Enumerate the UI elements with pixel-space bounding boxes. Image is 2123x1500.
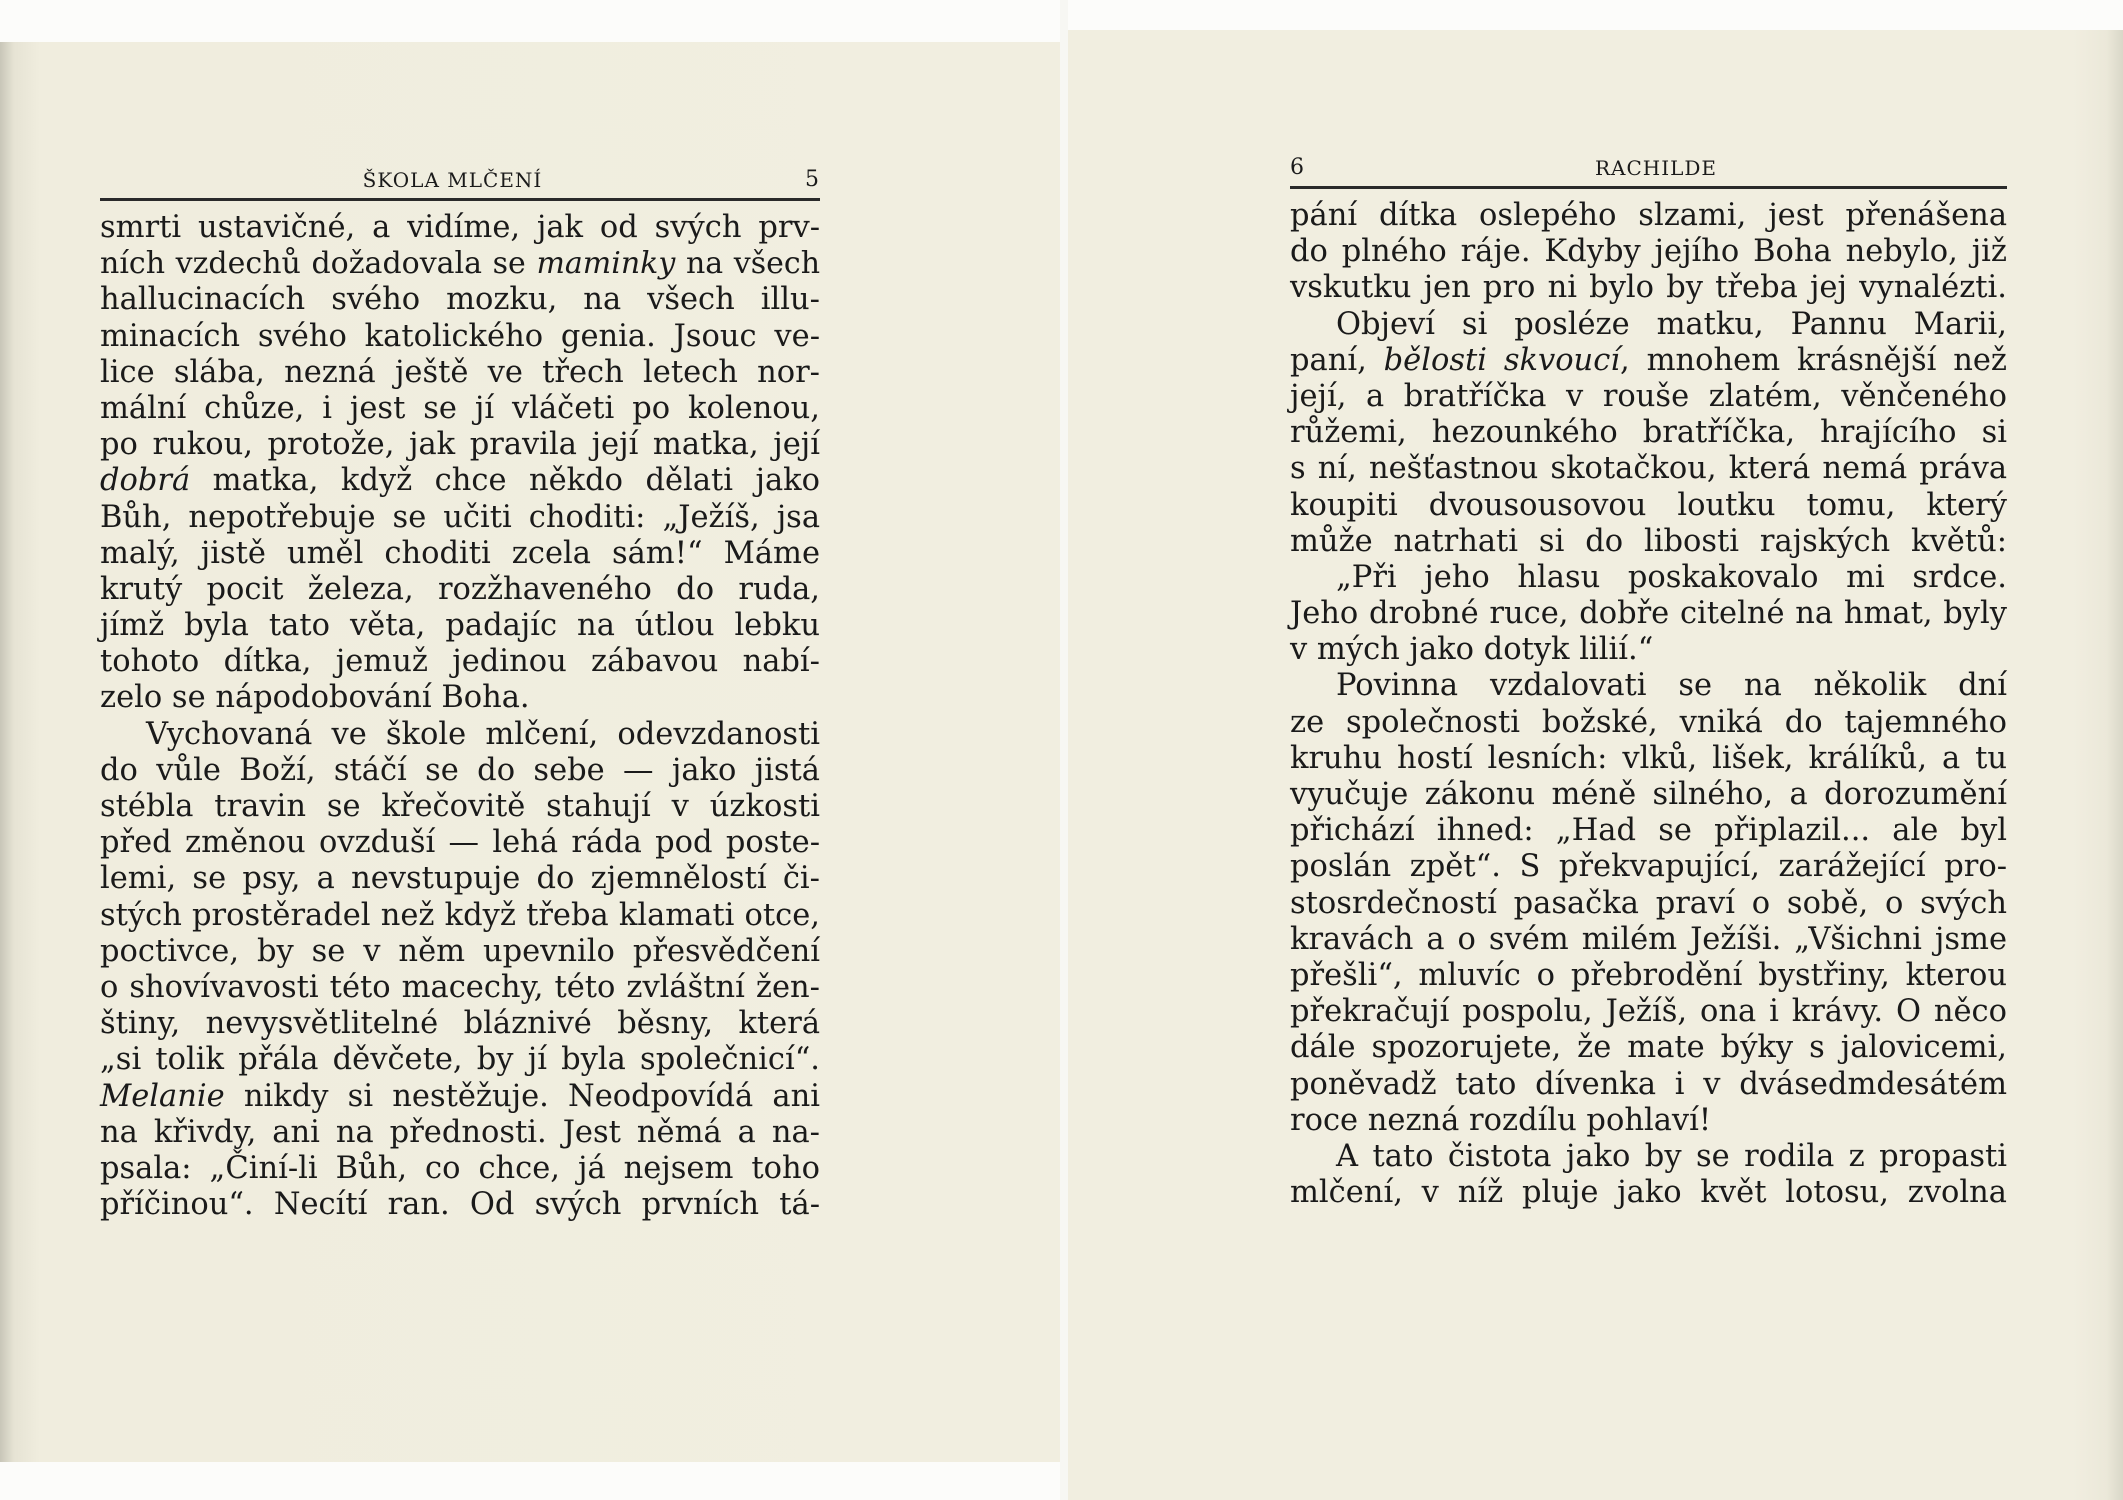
text-run: , mnohem krásnější než bbox=[1620, 342, 2007, 378]
page-number: 5 bbox=[805, 167, 820, 192]
text-line: lemi, se psy, a nevstupuje do zjemnělostí či- bbox=[100, 861, 820, 897]
text-line: minacích svého katolického genia. Jsouc ve- bbox=[100, 318, 820, 354]
text-line: hallucinacích svého mozku, na všech illu- bbox=[100, 282, 820, 318]
text-run: na všech bbox=[675, 246, 821, 282]
text-line: do vůle Boží, stáčí se do sebe — jako jistá bbox=[100, 752, 820, 788]
text-line: štiny, nevysvětlitelné bláznivé běsny, která bbox=[100, 1006, 820, 1042]
text-line: poslán zpět“. S překvapující, zarážející pro- bbox=[1290, 849, 2007, 885]
text-line: stosrdečností pasačka praví o sobě, o svých bbox=[1290, 885, 2007, 921]
text-line: zelo se nápodobování Boha. bbox=[100, 680, 530, 716]
text-line: mální chůze, i jest se jí vláčeti po kolenou, bbox=[100, 390, 820, 426]
text-run: paní, bbox=[1290, 342, 1384, 378]
text-line: ze společnosti božské, vniká do tajemného bbox=[1290, 704, 2007, 740]
text-run: matka, když chce někdo dělati jako bbox=[190, 463, 820, 499]
text-line bbox=[100, 246, 820, 282]
text-line: koupiti dvousousovou loutku tomu, který bbox=[1290, 487, 2007, 523]
right-page bbox=[1068, 30, 2123, 1500]
italic-text-run: Melanie bbox=[100, 1078, 225, 1114]
text-run: ních vzdechů dožadovala se bbox=[100, 246, 537, 282]
page-number: 6 bbox=[1290, 155, 1305, 180]
text-line: přešli“, mluvíc o přebrodění bystřiny, kterou bbox=[1290, 957, 2007, 993]
text-line: do plného ráje. Kdyby jejího Boha nebylo, již bbox=[1290, 234, 2007, 270]
italic-text-run: dobrá bbox=[100, 463, 191, 499]
text-line: růžemi, hezounkého bratříčka, hrajícího si bbox=[1290, 415, 2007, 451]
left-page-header bbox=[100, 162, 820, 192]
text-line: „Při jeho hlasu poskakovalo mi srdce. bbox=[1336, 559, 2007, 595]
text-line: může natrhati si do libosti rajských květů: bbox=[1290, 523, 2007, 559]
text-line: kravách a o svém milém Ježíši. „Všichni jsme bbox=[1290, 921, 2007, 957]
header-rule bbox=[100, 198, 820, 201]
text-line: na křivdy, ani na přednosti. Jest němá a na- bbox=[100, 1114, 820, 1150]
text-line: před změnou ovzduší — lehá ráda pod poste- bbox=[100, 825, 820, 861]
text-line: roce nezná rozdílu pohlaví! bbox=[1290, 1102, 1712, 1138]
italic-text-run: maminky bbox=[536, 246, 676, 282]
running-title: ŠKOLA MLČENÍ bbox=[362, 168, 543, 192]
text-line: Vychovaná ve škole mlčení, odevzdanosti bbox=[146, 716, 820, 752]
text-line: Bůh, nepotřebuje se učiti choditi: „Ježíš, jsa bbox=[100, 499, 820, 535]
text-line: krutý pocit železa, rozžhaveného do ruda, bbox=[100, 571, 820, 607]
text-line: jímž byla tato věta, padajíc na útlou lebku bbox=[100, 608, 820, 644]
text-line: dále spozorujete, že mate býky s jalovicemi, bbox=[1290, 1030, 2007, 1066]
text-line: po rukou, protože, jak pravila její matka, její bbox=[100, 427, 820, 463]
text-line: stých prostěradel než když třeba klamati otce, bbox=[100, 897, 820, 933]
text-line: kruhu hostí lesních: vlků, lišek, králíků, a tu bbox=[1290, 740, 2007, 776]
text-line: v mých jako dotyk lilií.“ bbox=[1290, 632, 1654, 668]
right-page-body-text bbox=[1290, 198, 2007, 1211]
left-page bbox=[0, 42, 1060, 1462]
text-line: o shovívavosti této macechy, této zvláštní žen- bbox=[100, 969, 820, 1005]
text-line: mlčení, v níž pluje jako květ lotosu, zvolna bbox=[1290, 1175, 2007, 1211]
text-line: psala: „Činí-li Bůh, co chce, já nejsem toho bbox=[100, 1150, 820, 1186]
text-line bbox=[1290, 343, 2007, 379]
gutter bbox=[1060, 0, 1068, 1500]
text-line: smrti ustavičné, a vidíme, jak od svých prv- bbox=[100, 210, 820, 245]
text-line: vyučuje zákonu méně silného, a dorozumění bbox=[1290, 777, 2007, 812]
text-line: Objeví si posléze matku, Pannu Marii, bbox=[1336, 306, 2007, 342]
text-line: tohoto dítka, jemuž jedinou zábavou nabí- bbox=[100, 644, 820, 680]
left-page-body-text bbox=[100, 210, 820, 1223]
text-line: její, a bratříčka v rouše zlatém, věnčeného bbox=[1290, 378, 2007, 414]
text-line: „si tolik přála děvčete, by jí byla společnicí“. bbox=[100, 1042, 820, 1078]
text-line: malý, jistě uměl choditi zcela sám!“ Máme bbox=[100, 535, 820, 571]
text-line bbox=[100, 463, 820, 499]
text-line: překračují pospolu, Ježíš, ona i krávy. O něco bbox=[1290, 994, 2007, 1030]
right-page-header bbox=[1290, 150, 2007, 180]
text-line: vskutku jen pro ni bylo by třeba jej vynalézti. bbox=[1290, 270, 2007, 306]
header-rule bbox=[1290, 186, 2007, 189]
running-title: RACHILDE bbox=[1594, 156, 1718, 180]
text-line: poněvadž tato dívenka i v dvásedmdesátém bbox=[1290, 1066, 2007, 1102]
text-line: Povinna vzdalovati se na několik dní bbox=[1336, 668, 2007, 704]
text-line: A tato čistota jako by se rodila z propasti bbox=[1336, 1138, 2007, 1174]
text-line: přichází ihned: „Had se připlazil... ale byl bbox=[1290, 813, 2007, 849]
text-line: poctivce, by se v něm upevnilo přesvědčení bbox=[100, 933, 820, 969]
italic-text-run: bělosti skvoucí bbox=[1383, 342, 1621, 378]
text-line: příčinou“. Necítí ran. Od svých prvních tá- bbox=[100, 1187, 820, 1223]
text-line bbox=[100, 1079, 820, 1115]
text-line: pání dítka oslepého slzami, jest přenášena bbox=[1290, 198, 2007, 233]
text-line: s ní, nešťastnou skotačkou, která nemá práva bbox=[1290, 451, 2007, 487]
text-line: stébla travin se křečovitě stahují v úzkosti bbox=[100, 789, 820, 824]
text-run: nikdy si nestěžuje. Neodpovídá ani bbox=[224, 1078, 820, 1114]
text-line: Jeho drobné ruce, dobře citelné na hmat, byly bbox=[1290, 596, 2007, 632]
text-line: lice slába, nezná ještě ve třech letech nor- bbox=[100, 354, 820, 390]
